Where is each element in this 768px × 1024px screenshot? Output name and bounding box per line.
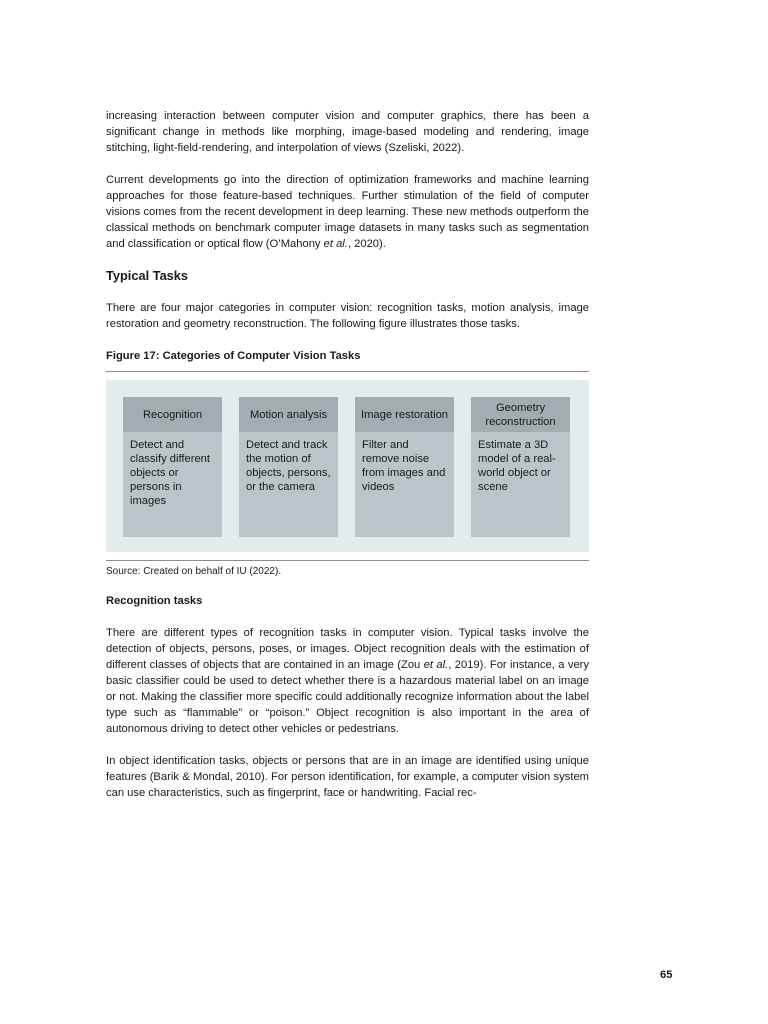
category-image-restoration [355, 397, 454, 537]
page-content [106, 108, 589, 801]
category-description: Detect and classify different objects or persons in images [123, 432, 222, 537]
figure-top-rule [106, 371, 589, 372]
category-geometry-reconstruction [471, 397, 570, 537]
section-heading-typical-tasks: Typical Tasks [106, 268, 189, 283]
category-title: Image restoration [355, 397, 454, 432]
intro-paragraph-2: Current developments go into the direction of optimization frameworks and machine learning approaches for those feature-based techniques. Further stimulation of the field of computer visions comes from the recent development in deep learning. These new methods outperform the classical methods on benchmark computer image datasets in many tasks such as segmentation and classification or optical flow (O’Mahony et al., 2020). [106, 174, 589, 250]
category-description: Detect and track the motion of objects, persons, or the camera [239, 432, 338, 537]
intro-paragraph-1: increasing interaction between computer vision and computer graphics, there has been a significant change in methods like morphing, image-based modeling and rendering, image stitching, light-field-rendering, and interpolation of views (Szeliski, 2022). [106, 110, 589, 154]
figure-diagram [106, 380, 589, 552]
typical-tasks-paragraph: There are four major categories in computer vision: recognition tasks, motion analysis, image restoration and geometry reconstruction. The following figure illustrates those tasks. [106, 302, 589, 330]
category-recognition [123, 397, 222, 537]
category-motion-analysis [239, 397, 338, 537]
category-description: Estimate a 3D model of a real-world object or scene [471, 432, 570, 537]
category-title: Geometry reconstruction [471, 397, 570, 432]
category-columns [123, 397, 570, 537]
page-number: 65 [660, 969, 673, 981]
figure-source: Source: Created on behalf of IU (2022). [106, 566, 282, 577]
category-title: Motion analysis [239, 397, 338, 432]
category-description: Filter and remove noise from images and videos [355, 432, 454, 537]
recognition-paragraph-2: In object identification tasks, objects or persons that are in an image are identified using unique features (Barik & Mondal, 2010). For person identification, for example, a computer vision system can use characteristics, such as fingerprint, face or handwriting. Facial rec- [106, 755, 589, 799]
category-title: Recognition [123, 397, 222, 432]
figure-bottom-rule [106, 560, 589, 561]
recognition-paragraph-1: There are different types of recognition tasks in computer vision. Typical tasks involve the detection of objects, persons, poses, or images. Object recognition deals with the estimation of different classes of objects that are contained in an image (Zou et al., 2019). For instance, a very basic classifier could be used to detect whether there is a hazardous material label on an image or not. Making the classifier more specific could additionally recognize information about the label type such as “flammable” or “poison.” Object recognition is also important in the area of autonomous driving to detect other vehicles or pedestrians. [106, 627, 589, 735]
section-heading-recognition-tasks: Recognition tasks [106, 595, 203, 607]
figure-caption: Figure 17: Categories of Computer Vision Tasks [106, 350, 361, 362]
